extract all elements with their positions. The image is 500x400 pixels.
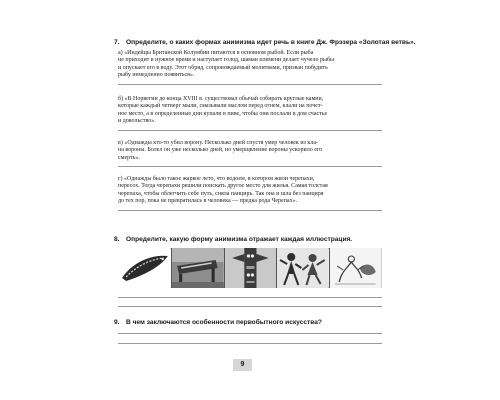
question-number: 9.	[114, 319, 120, 326]
question-text: В чем заключаются особенности первобытного искусства?	[126, 319, 322, 326]
passage-d	[118, 176, 384, 206]
answer-line-8[interactable]	[118, 297, 382, 298]
illustration-divider	[171, 248, 172, 288]
question-number: 8.	[114, 236, 120, 243]
illustration-burial	[171, 248, 224, 288]
answer-line-a[interactable]	[118, 84, 382, 85]
passage-line: и опускает его в воду. Этот обряд, сопровождаемый молитвами, призван побудить	[118, 64, 328, 71]
passage-line: б) «В Норвегии до конца XVIII в. существовал обычай собирать круглые камни,	[118, 96, 324, 102]
illustration-divider	[329, 248, 330, 288]
illustration-canoe	[118, 248, 171, 288]
passage-a	[118, 50, 384, 80]
passage-line: на вороны. Болел он уже несколько дней, но умерщвление вороны ускорило его	[118, 147, 323, 154]
answer-line-d[interactable]	[118, 210, 382, 211]
passage-c	[118, 140, 384, 162]
question-text: Определите, какую форму анимизма отражает каждая иллюстрация.	[126, 236, 353, 243]
passage-line: которые каждый четверг мыли, смазывали маслом перед огнем, клали на почет-	[118, 103, 323, 110]
answer-line-9[interactable]	[118, 333, 382, 334]
passage-line: черепаха, чтобы облегчить себе путь, сняла панцирь. Так она и шла без панциря	[118, 190, 324, 197]
passage-line: а) «Индейцы Британской Колумбии питаются в основном рыбой. Если рыба	[118, 50, 314, 56]
illustration-dance	[276, 248, 329, 288]
passage-b	[118, 96, 384, 126]
question-9-title	[114, 319, 414, 327]
passage-line: и довольство».	[118, 118, 156, 125]
passage-line: смерть».	[118, 154, 140, 161]
question-8-title	[114, 236, 414, 244]
passage-line: до тех пор, пока не превратилась в человека — предка рода Черепах».	[118, 198, 298, 205]
illustration-divider	[276, 248, 277, 288]
passage-line: в) «Однажды кто-то убил ворону. Несколько дней спустя умер человек из кла-	[118, 140, 318, 146]
question-number: 7.	[114, 39, 120, 46]
illustration-divider	[224, 248, 225, 288]
illustration-totem	[224, 248, 277, 288]
question-text: Определите, о каких формах анимизма идет речь в книге Дж. Фрэзера «Золотая ветвь».	[126, 39, 416, 46]
answer-line-8-2[interactable]	[118, 306, 382, 307]
question-7-title	[114, 39, 414, 47]
answer-line-9-2[interactable]	[118, 343, 382, 344]
answer-line-b[interactable]	[118, 130, 382, 131]
passage-line: рыбу немедленно появиться».	[118, 72, 195, 79]
passage-line: не приходит в нужное время и наступает голод, шаман племени делает чучело рыбы	[118, 57, 335, 64]
passage-line: пересох. Тогда черепахи решили поискать другое место для жилья. Самая толстая	[118, 183, 328, 190]
passage-line: г) «Однажды было такое жаркое лето, что водоем, в котором жили черепахи,	[118, 176, 315, 182]
illustration-sketch	[329, 248, 382, 288]
page-number: 9	[233, 359, 252, 371]
answer-line-c[interactable]	[118, 166, 382, 167]
passage-line: ное место, а в определенные дни купали в пиве, чтобы они послали в дом счастье	[118, 110, 328, 117]
